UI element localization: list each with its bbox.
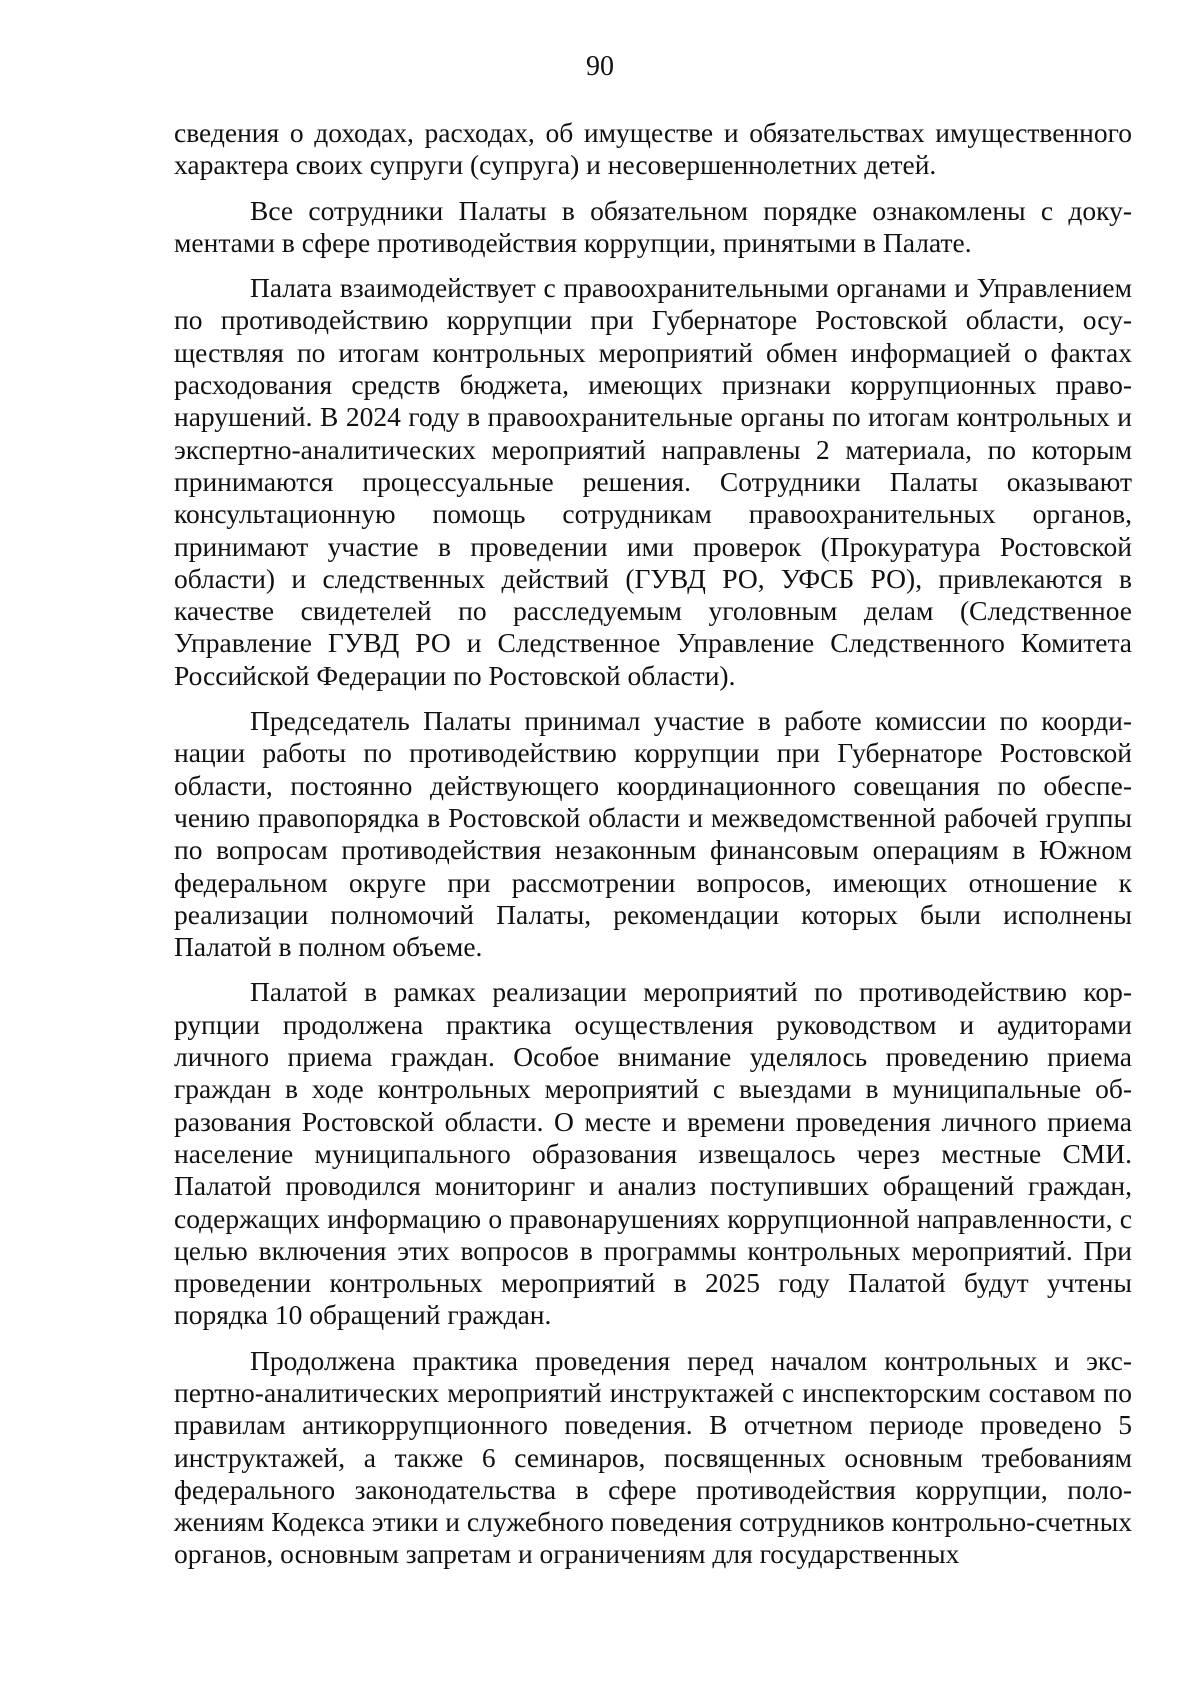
- paragraph-continuation: сведения о доходах, расходах, об имуществе и обязательствах имущественного характера своих супруги (супруга) и несовершеннолетних детей.: [174, 117, 1132, 181]
- paragraph-law-enforcement-cooperation: Палата взаимодействует с правоохранительными органами и Управлением по противодействию коррупции при Губернаторе Ростовской области, осуществляя по итогам контрольных мероприятий обмен информацией о фактах расходования средств бюджета, имеющих признаки коррупционных правонарушений. В 2024 году в правоохранительные органы по итогам контрольных и экспертно-аналитических мероприятий направлены 2 материала, по которым принимаются процессуальные решения. Сотрудники Палаты оказывают консультационную помощь сотрудникам правоохранительных органов, принимают участие в проведении ими проверок (Прокуратура Ростовской области) и следственных действий (ГУВД РО, УФСБ РО), привлекаются в качестве свидетелей по расследуемым уголовным делам (Следственное Управление ГУВД РО и Следственное Управление Следственного Комитета Российской Федерации по Ростовской области).: [174, 272, 1132, 691]
- paragraph-citizen-reception: Палатой в рамках реализации мероприятий по противодействию коррупции продолжена практика осуществления руководством и аудиторами личного приема граждан. Особое внимание уделялось проведению приема граждан в ходе контрольных мероприятий с выездами в муниципальные образования Ростовской области. О месте и времени проведения личного приема население муниципального образования извещалось через местные СМИ. Палатой проводился мониторинг и анализ поступивших обращений граждан, содержащих информацию о правонарушениях коррупционной направленности, с целью включения этих вопросов в программы контрольных мероприятий. При проведении контрольных мероприятий в 2025 году Палатой будут учтены порядка 10 обращений граждан.: [174, 976, 1132, 1331]
- paragraph-chairman-participation: Председатель Палаты принимал участие в работе комиссии по координации работы по противодействию коррупции при Губернаторе Ростовской области, постоянно действующего координационного совещания по обеспечению правопорядка в Ростовской области и межведомственной рабочей группы по вопросам противодействия незаконным финансовым операциям в Южном федеральном округе при рассмотрении вопросов, имеющих отношение к реализации полномочий Палаты, рекомендации которых были исполнены Палатой в полном объеме.: [174, 705, 1132, 963]
- paragraph-staff-familiarization: Все сотрудники Палаты в обязательном порядке ознакомлены с документами в сфере противодействия коррупции, принятыми в Палате.: [174, 194, 1132, 258]
- paragraph-briefings: Продолжена практика проведения перед началом контрольных и экспертно-аналитических мероприятий инструктажей с инспекторским составом по правилам антикоррупционного поведения. В отчетном периоде проведено 5 инструктажей, а также 6 семинаров, посвященных основным требованиям федерального законодательства в сфере противодействия коррупции, положениям Кодекса этики и служебного поведения сотрудников контрольно-счетных органов, основным запретам и ограничениям для государственных: [174, 1344, 1132, 1570]
- page-number: 90: [586, 51, 614, 82]
- page-content: [174, 117, 1132, 1584]
